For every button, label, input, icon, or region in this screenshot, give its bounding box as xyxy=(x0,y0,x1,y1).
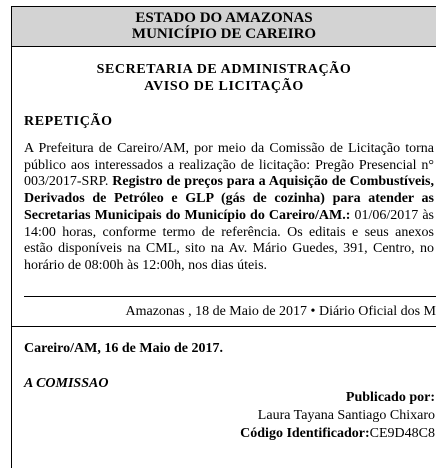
body-text-bold: Registro de preços para a Aquisição de Combustíveis, Derivados de Petróleo e GLP (gás de cozinha) para atender as Secretarias Municipais do Município do Careiro/AM.: xyxy=(24,174,434,223)
section-label: REPETIÇÃO xyxy=(24,114,113,129)
body-text-intro: A Prefeitura de Careiro/AM, por meio da Comissão de Licitação torna público aos interessados a realização de licitação: Pregão Presencial n° 003/2017-SRP. xyxy=(24,141,434,190)
header-banner xyxy=(12,7,436,47)
signature-commission: A COMISSAO xyxy=(24,376,109,391)
identifier-code: CE9D48C8 xyxy=(369,426,435,441)
divider xyxy=(12,326,436,327)
date-line: Careiro/AM, 16 de Maio de 2017. xyxy=(24,341,223,356)
document-frame xyxy=(11,6,436,468)
published-by-heading: Publicado por: xyxy=(345,390,435,405)
identifier-label: Código Identificador: xyxy=(240,426,370,441)
publisher-name: Laura Tayana Santiago Chixaro xyxy=(257,408,435,423)
department-title: SECRETARIA DE ADMINISTRAÇÃO xyxy=(96,62,352,77)
identifier-line xyxy=(175,425,435,443)
notice-body xyxy=(24,141,434,275)
header-state: ESTADO DO AMAZONAS xyxy=(135,10,313,26)
divider xyxy=(24,296,436,297)
gazette-footer: Amazonas , 18 de Maio de 2017 • Diário Oficial dos M xyxy=(125,304,436,319)
notice-title: AVISO DE LICITAÇÃO xyxy=(144,79,304,94)
body-text-details: 01/06/2017 às 14:00 horas, conforme termo de referência. Os editais e seus anexos estão disponíveis na CML, sito na Av. Mário Guedes, 391, Centro, no horário de 08:00h às 12:00h, nos dias úteis. xyxy=(24,207,434,273)
header-municipality: MUNICÍPIO DE CAREIRO xyxy=(131,26,317,42)
